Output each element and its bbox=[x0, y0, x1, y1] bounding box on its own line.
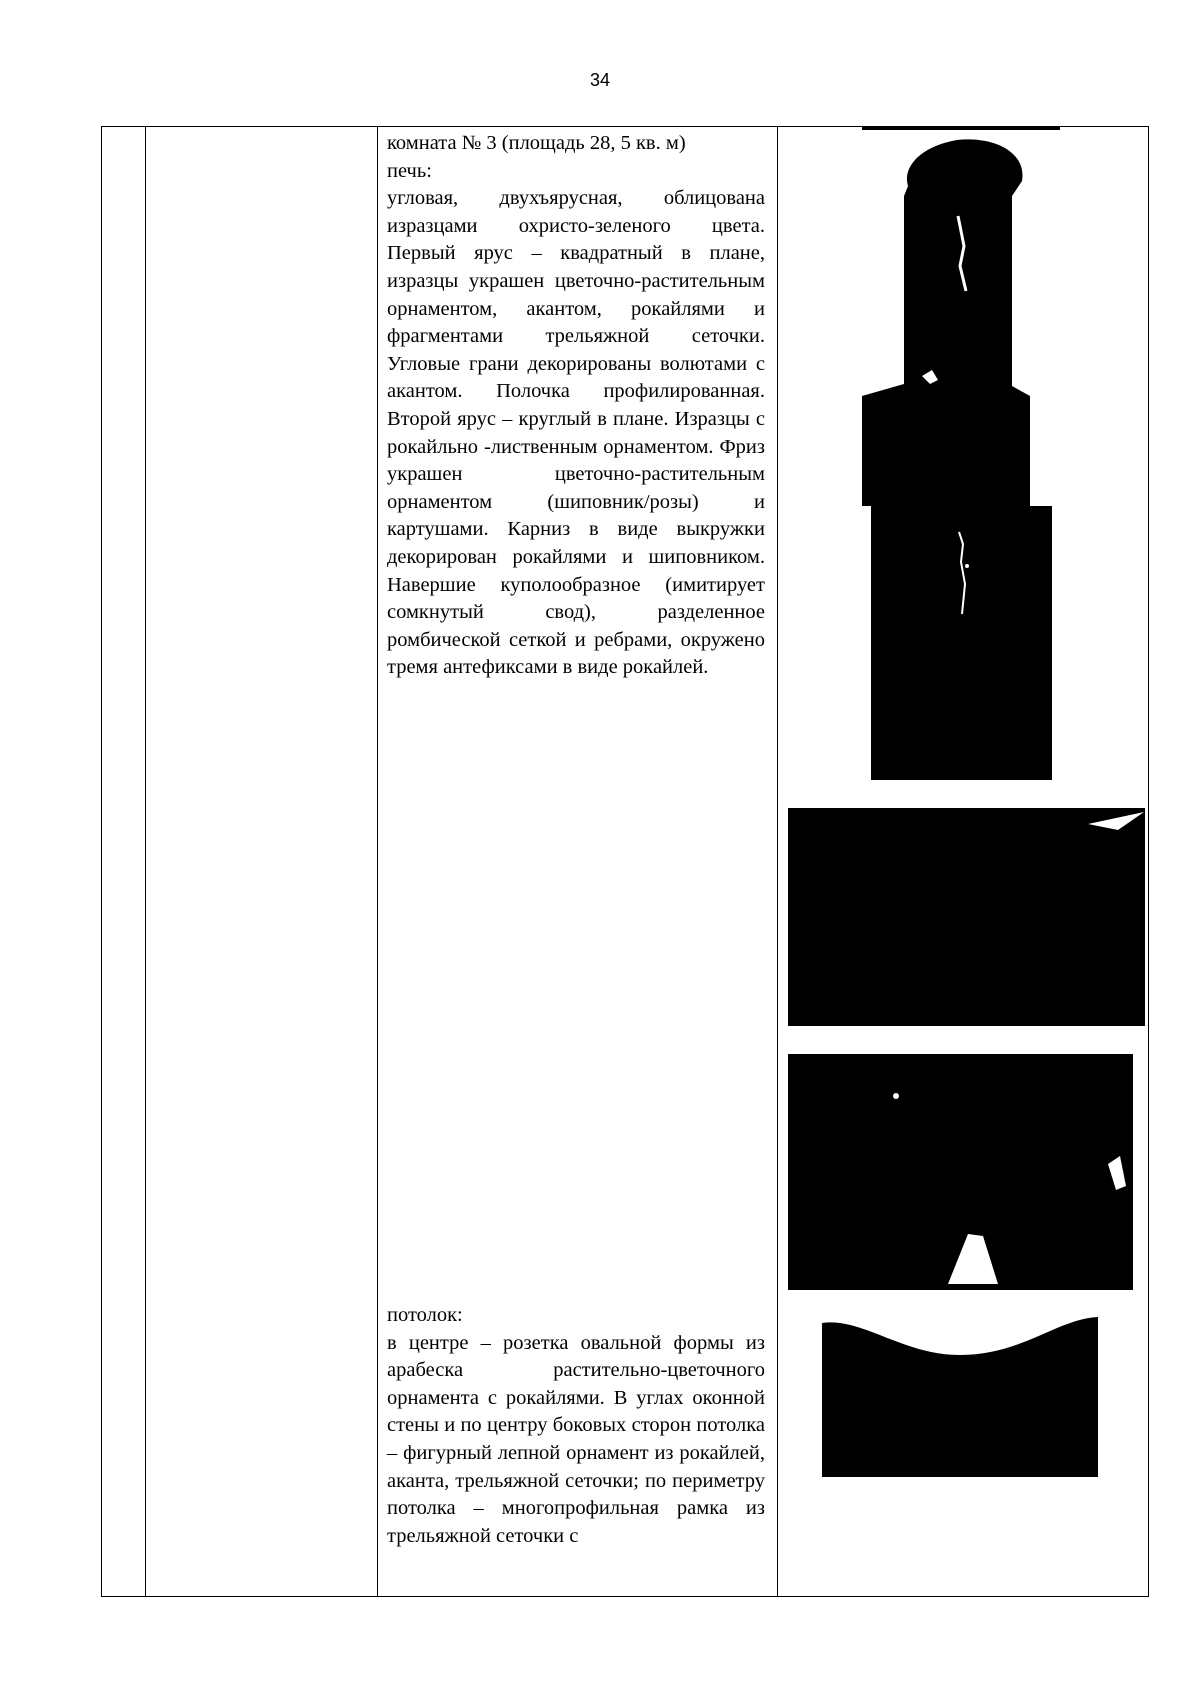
table-border-right bbox=[1148, 126, 1149, 1597]
ceiling-rosette-photo bbox=[822, 1315, 1098, 1477]
ceiling-text-block bbox=[387, 1302, 765, 1550]
table-border-bottom bbox=[101, 1596, 1149, 1597]
table-column-divider-2 bbox=[377, 126, 378, 1597]
stove-text-block bbox=[387, 130, 765, 682]
ceiling-heading: потолок: bbox=[387, 1304, 463, 1326]
table-column-divider-1 bbox=[145, 126, 146, 1597]
stove-photo-bottom bbox=[871, 506, 1052, 780]
stove-frieze-photo bbox=[788, 1054, 1133, 1290]
table-border-left bbox=[101, 126, 102, 1597]
stove-photo-top bbox=[862, 126, 1060, 506]
page-number: 34 bbox=[589, 70, 611, 90]
stove-dome-photo bbox=[788, 808, 1145, 1026]
ceiling-description: в центре – розетка овальной формы из арабеска растительно-цветочного орнамента с рокайлями. В углах оконной стены и по центру боковых сторон потолка – фигурный лепной орнамент из рокайлей, аканта, трельяжной сеточки; по периметру потолка – многопрофильная рамка из трельяжной сеточки с bbox=[387, 1331, 765, 1547]
room-title: комната № 3 (площадь 28, 5 кв. м) bbox=[387, 132, 686, 154]
stove-description: угловая, двухъярусная, облицована изразцами охристо-зеленого цвета. Первый ярус – квадратный в плане, изразцы украшен цветочно-растительным орнаментом, акантом, рокайлями и фрагментами трельяжной сеточки. Угловые грани декорированы волютами с акантом. Полочка профилированная. Второй ярус – круглый в плане. Изразцы с рокайльно -лиственным орнаментом. Фриз украшен цветочно-растительным орнаментом (шиповник/розы) и картушами. Карниз в виде выкружки декорирован рокайлями и шиповником. Навершие куполообразное (имитирует сомкнутый свод), разделенное ромбической сеткой и ребрами, окружено тремя антефиксами в виде рокайлей. bbox=[387, 187, 765, 679]
stove-heading: печь: bbox=[387, 159, 432, 182]
table-column-divider-3 bbox=[777, 126, 778, 1597]
